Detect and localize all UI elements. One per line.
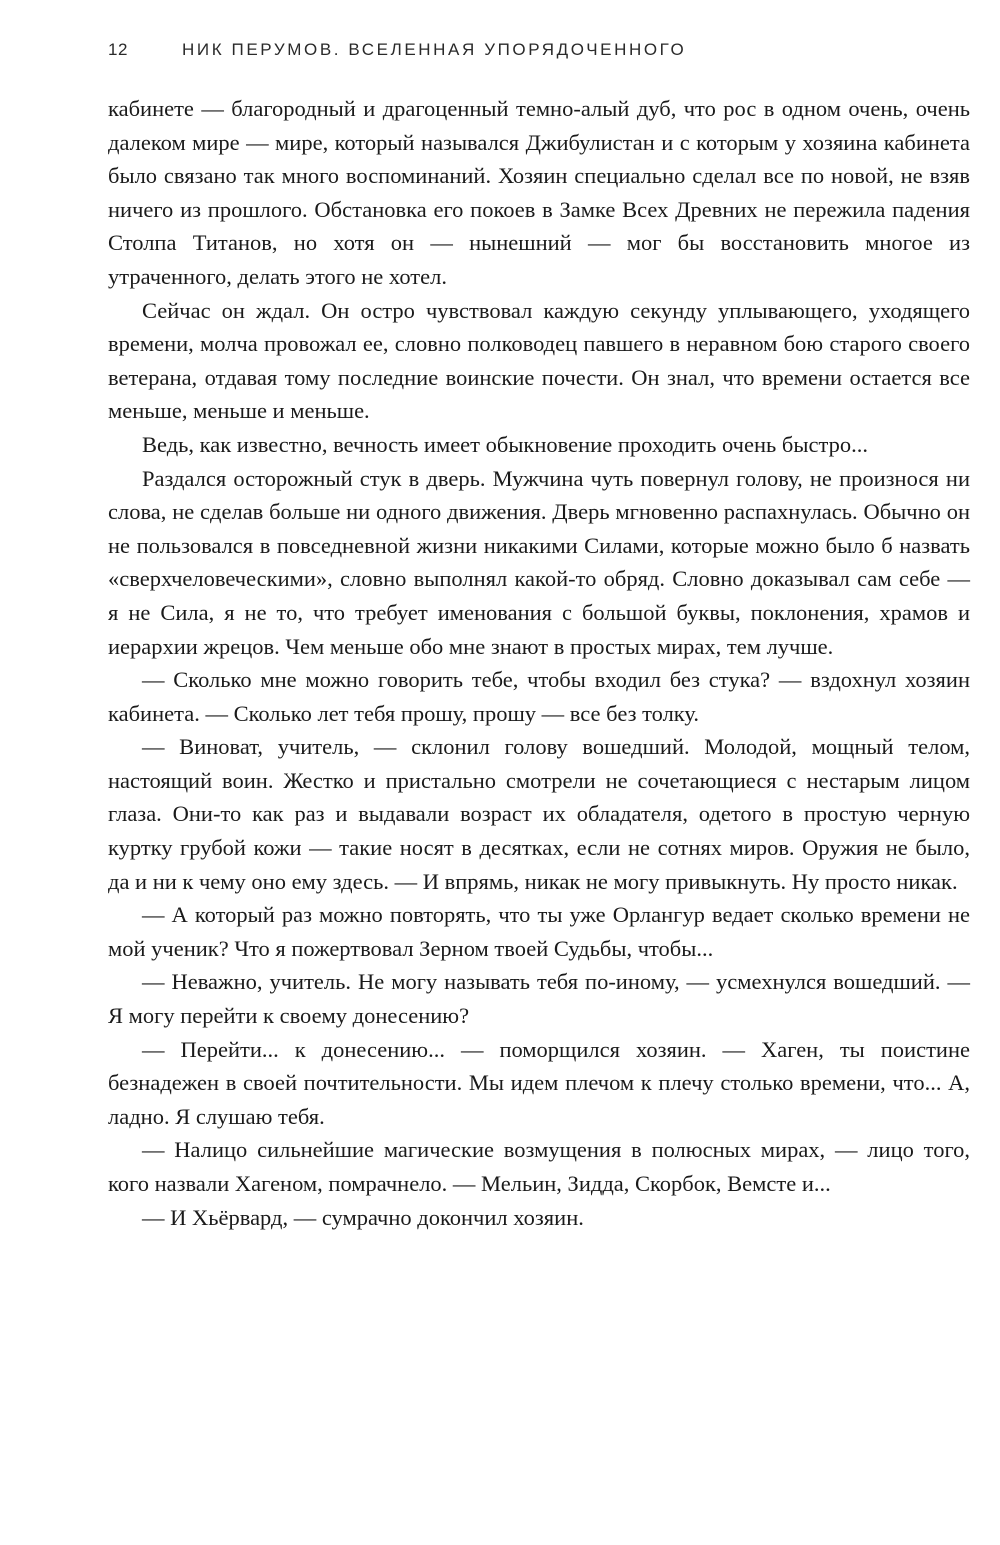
- body-text: [108, 92, 970, 1234]
- paragraph: Ведь, как известно, вечность имеет обыкновение проходить очень быстро...: [142, 431, 868, 457]
- paragraph: — Сколько мне можно говорить тебе, чтобы входил без стука? — вздохнул хозяин кабинета. — Сколько лет тебя прошу, прошу — все без толку.: [108, 667, 970, 726]
- paragraph: — Виноват, учитель, — склонил голову вошедший. Молодой, мощный телом, настоящий воин. Жестко и пристально смотрели не сочетающиеся с нестарым лицом глаза. Они-то как раз и выдавали возраст их обладателя, одетого в простую черную куртку грубой кожи — такие носят в десятках, если не сотнях миров. Оружия не было, да и ни к чему оно ему здесь. — И впрямь, никак не могу привыкнуть. Ну просто никак.: [108, 734, 970, 894]
- paragraph: — И Хьёрвард, — сумрачно докончил хозяин.: [142, 1204, 584, 1230]
- paragraph: кабинете — благородный и драгоценный темно-алый дуб, что рос в одном очень, очень далеком мире — мире, который назывался Джибулистан и с которым у хозяина кабинета было связано так много воспоминаний. Хозяин специально сделал все по новой, не взяв ничего из прошлого. Обстановка его покоев в Замке Всех Древних не пережила падения Столпа Титанов, но хотя он — нынешний — мог бы восстановить многое из утраченного, делать этого не хотел.: [108, 96, 970, 289]
- paragraph: Сейчас он ждал. Он остро чувствовал каждую секунду уплывающего, уходящего времени, молча провожал ее, словно полководец павшего в неравном бою старого своего ветерана, отдавая тому последние воинские почести. Он знал, что времени остается все меньше, меньше и меньше.: [108, 297, 970, 424]
- paragraph: Раздался осторожный стук в дверь. Мужчина чуть повернул голову, не произнося ни слова, не сделав больше ни одного движения. Дверь мгновенно распахнулась. Обычно он не пользовался в повседневной жизни никакими Силами, которые можно было б назвать «сверхчеловеческими», словно выполнял какой-то обряд. Словно доказывал сам себе — я не Сила, я не то, что требует именования с большой буквы, поклонения, храмов и иерархии жрецов. Чем меньше обо мне знают в простых мирах, тем лучше.: [108, 465, 970, 659]
- running-title: НИК ПЕРУМОВ. ВСЕЛЕННАЯ УПОРЯДОЧЕННОГО: [182, 40, 687, 59]
- page-header: [108, 40, 970, 80]
- paragraph: — Неважно, учитель. Не могу называть тебя по-иному, — усмехнулся вошедший. — Я могу перейти к своему донесению?: [108, 969, 970, 1029]
- page-number: 12: [108, 40, 128, 59]
- book-page: [108, 40, 970, 1234]
- paragraph: — Перейти... к донесению... — поморщился хозяин. — Хаген, ты поистине безнадежен в своей почтительности. Мы идем плечом к плечу столько времени, что... А, ладно. Я слушаю тебя.: [108, 1036, 970, 1129]
- paragraph: — А который раз можно повторять, что ты уже Орлангур ведает сколько времени не мой ученик? Что я пожертвовал Зерном твоей Судьбы, чтобы...: [108, 902, 970, 961]
- paragraph: — Налицо сильнейшие магические возмущения в полюсных мирах, — лицо того, кого назвали Хагеном, помрачнело. — Мельин, Зидда, Скорбок, Вемсте и...: [108, 1137, 970, 1196]
